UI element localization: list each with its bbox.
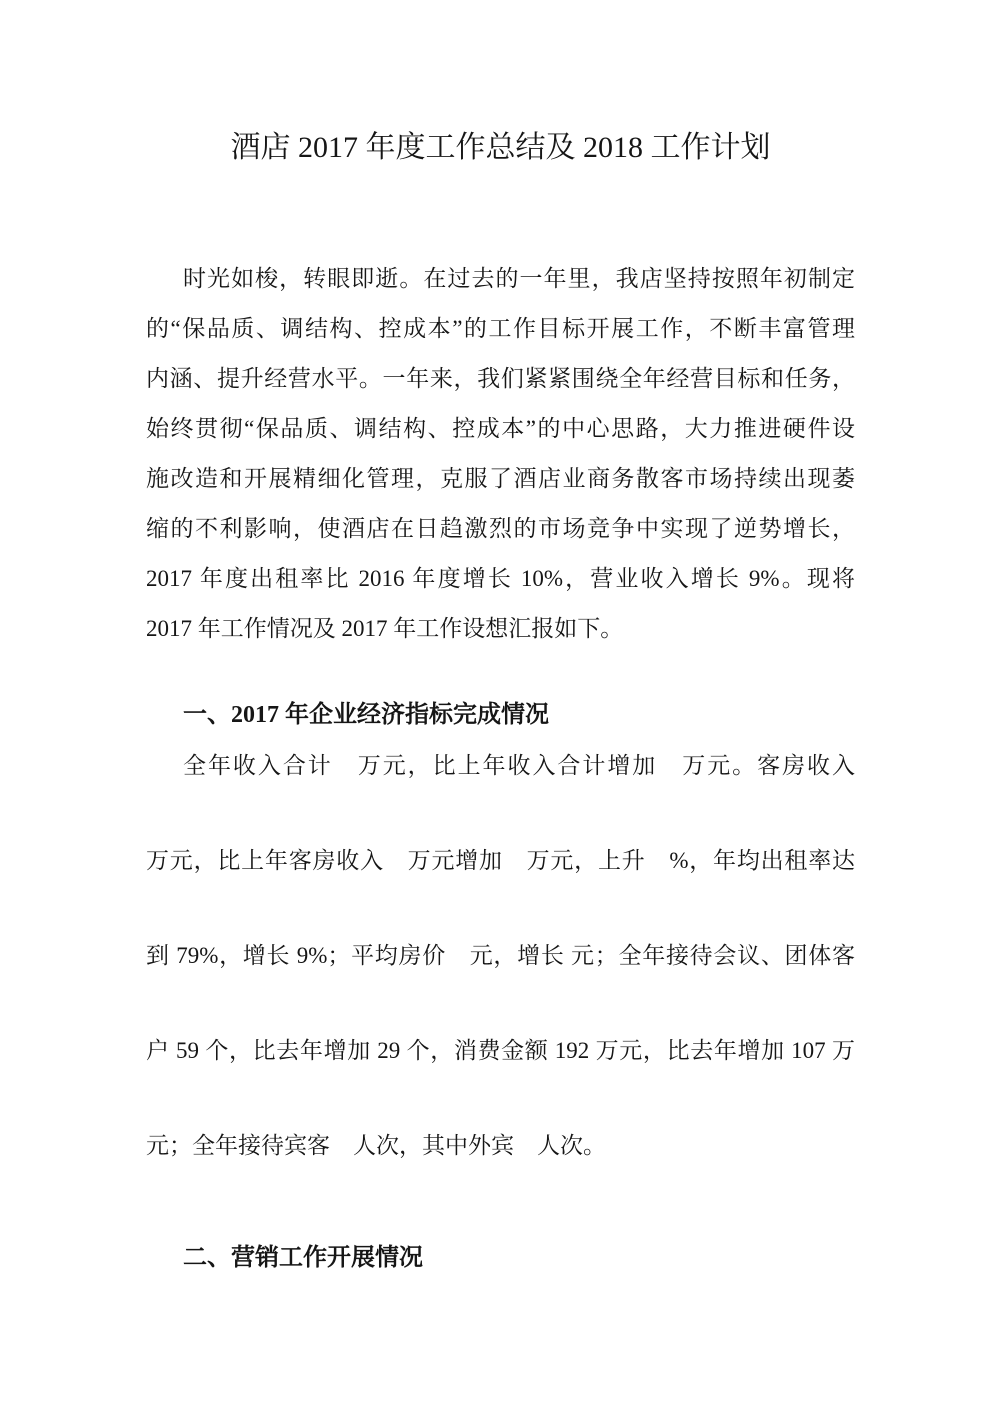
paragraph-line: 的“保品质、调结构、控成本”的工作目标开展工作，不断丰富管理 [146,316,855,341]
paragraph-line: 内涵、提升经营水平。一年来，我们紧紧围绕全年经营目标和任务， [146,366,855,391]
section1-heading: 一、2017 年企业经济指标完成情况 [183,702,549,728]
paragraph-line: 始终贯彻“保品质、调结构、控成本”的中心思路，大力推进硬件设 [146,416,855,441]
paragraph-line: 缩的不利影响，使酒店在日趋激烈的市场竞争中实现了逆势增长， [146,516,855,541]
paragraph-line: 户 59 个，比去年增加 29 个，消费金额 192 万元，比去年增加 107 万 [146,1038,855,1063]
paragraph-line: 万元，比上年客房收入 万元增加 万元，上升 %，年均出租率达 [146,848,855,873]
intro-paragraph [146,254,855,654]
section2-heading: 二、营销工作开展情况 [183,1245,423,1271]
paragraph-line: 施改造和开展精细化管理，克服了酒店业商务散客市场持续出现萎 [146,466,855,491]
paragraph-line: 2017 年工作情况及 2017 年工作设想汇报如下。 [146,616,624,641]
paragraph-line: 到 79%，增长 9%；平均房价 元，增长 元；全年接待会议、团体客 [146,943,855,968]
document-title: 酒店 2017 年度工作总结及 2018 工作计划 [230,131,771,164]
paragraph-line: 元；全年接待宾客 人次，其中外宾 人次。 [146,1133,606,1158]
section1-paragraph [146,718,855,1193]
paragraph-line: 2017 年度出租率比 2016 年度增长 10%，营业收入增长 9%。现将 [146,566,855,591]
paragraph-line: 时光如梭，转眼即逝。在过去的一年里，我店坚持按照年初制定 [183,266,855,291]
paragraph-line: 全年收入合计 万元，比上年收入合计增加 万元。客房收入 [183,753,855,778]
